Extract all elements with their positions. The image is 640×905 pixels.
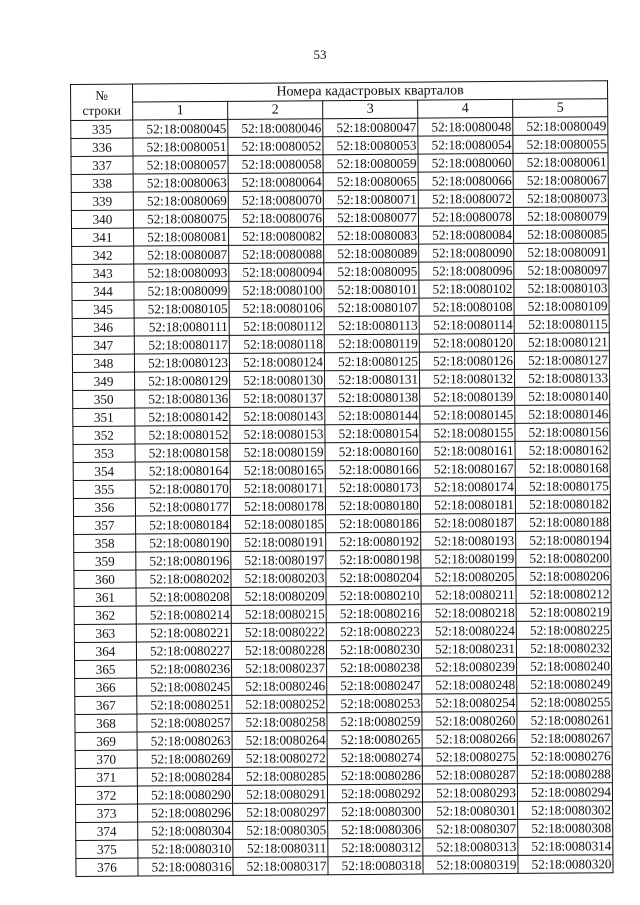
cadastral-number-cell: 52:18:0080167 (420, 459, 515, 478)
cadastral-number-cell: 52:18:0080078 (418, 207, 513, 226)
cadastral-number-cell: 52:18:0080182 (515, 495, 610, 514)
row-number-cell: 370 (75, 750, 137, 768)
cadastral-table (70, 80, 614, 877)
cadastral-number-cell: 52:18:0080160 (325, 442, 420, 461)
cadastral-number-cell: 52:18:0080198 (326, 550, 421, 569)
cadastral-number-cell: 52:18:0080124 (229, 353, 324, 372)
cadastral-number-cell: 52:18:0080212 (516, 585, 611, 604)
cadastral-number-cell: 52:18:0080184 (136, 515, 231, 534)
cadastral-number-cell: 52:18:0080178 (230, 497, 325, 516)
cadastral-number-cell: 52:18:0080296 (138, 803, 233, 822)
cadastral-number-cell: 52:18:0080114 (419, 315, 514, 334)
cadastral-number-cell: 52:18:0080206 (516, 567, 611, 586)
cadastral-number-cell: 52:18:0080227 (136, 641, 231, 660)
cadastral-number-cell: 52:18:0080057 (133, 155, 228, 174)
cadastral-number-cell: 52:18:0080063 (133, 173, 228, 192)
cadastral-number-cell: 52:18:0080120 (419, 333, 514, 352)
cadastral-number-cell: 52:18:0080209 (231, 587, 326, 606)
cadastral-number-cell: 52:18:0080117 (134, 335, 229, 354)
cadastral-number-cell: 52:18:0080231 (421, 639, 516, 658)
cadastral-number-cell: 52:18:0080199 (421, 549, 516, 568)
cadastral-number-cell: 52:18:0080255 (517, 693, 612, 712)
cadastral-number-cell: 52:18:0080211 (421, 585, 516, 604)
cadastral-number-cell: 52:18:0080196 (136, 551, 231, 570)
cadastral-number-cell: 52:18:0080225 (516, 621, 611, 640)
cadastral-number-cell: 52:18:0080094 (229, 263, 324, 282)
cadastral-number-cell: 52:18:0080076 (228, 209, 323, 228)
cadastral-number-cell: 52:18:0080216 (326, 604, 421, 623)
cadastral-number-cell: 52:18:0080113 (324, 316, 419, 335)
row-number-cell: 354 (73, 462, 135, 480)
row-number-cell: 362 (74, 606, 136, 624)
cadastral-number-cell: 52:18:0080064 (228, 173, 323, 192)
cadastral-number-cell: 52:18:0080136 (135, 389, 230, 408)
cadastral-number-cell: 52:18:0080304 (138, 821, 233, 840)
cadastral-number-cell: 52:18:0080247 (327, 676, 422, 695)
cadastral-number-cell: 52:18:0080137 (230, 389, 325, 408)
cadastral-number-cell: 52:18:0080046 (228, 119, 323, 138)
cadastral-number-cell: 52:18:0080204 (326, 568, 421, 587)
cadastral-number-cell: 52:18:0080224 (421, 621, 516, 640)
cadastral-number-cell: 52:18:0080045 (133, 119, 228, 138)
column-header: 4 (418, 99, 513, 118)
cadastral-number-cell: 52:18:0080266 (422, 729, 517, 748)
cadastral-number-cell: 52:18:0080082 (229, 227, 324, 246)
cadastral-number-cell: 52:18:0080218 (421, 603, 516, 622)
cadastral-number-cell: 52:18:0080307 (423, 819, 518, 838)
row-number-cell: 369 (75, 732, 137, 750)
cadastral-number-cell: 52:18:0080156 (515, 423, 610, 442)
table-body (71, 117, 613, 877)
cadastral-number-cell: 52:18:0080049 (513, 117, 608, 136)
cadastral-number-cell: 52:18:0080071 (323, 190, 418, 209)
cadastral-number-cell: 52:18:0080084 (419, 225, 514, 244)
cadastral-number-cell: 52:18:0080119 (324, 334, 419, 353)
cadastral-number-cell: 52:18:0080139 (420, 387, 515, 406)
cadastral-number-cell: 52:18:0080170 (135, 479, 230, 498)
cadastral-number-cell: 52:18:0080272 (232, 749, 327, 768)
row-number-cell: 342 (72, 246, 134, 264)
cadastral-number-cell: 52:18:0080153 (230, 425, 325, 444)
cadastral-number-cell: 52:18:0080087 (134, 245, 229, 264)
cadastral-number-cell: 52:18:0080297 (233, 803, 328, 822)
cadastral-number-cell: 52:18:0080181 (420, 495, 515, 514)
cadastral-number-cell: 52:18:0080293 (422, 783, 517, 802)
cadastral-number-cell: 52:18:0080300 (328, 802, 423, 821)
cadastral-number-cell: 52:18:0080302 (518, 801, 613, 820)
cadastral-number-cell: 52:18:0080054 (418, 135, 513, 154)
row-number-cell: 376 (76, 858, 138, 876)
cadastral-number-cell: 52:18:0080090 (419, 243, 514, 262)
cadastral-number-cell: 52:18:0080101 (324, 280, 419, 299)
row-number-cell: 346 (72, 318, 134, 336)
cadastral-number-cell: 52:18:0080305 (233, 821, 328, 840)
cadastral-number-cell: 52:18:0080261 (517, 711, 612, 730)
cadastral-number-cell: 52:18:0080263 (137, 731, 232, 750)
row-number-cell: 335 (71, 120, 133, 138)
cadastral-number-cell: 52:18:0080191 (231, 533, 326, 552)
cadastral-number-cell: 52:18:0080067 (513, 171, 608, 190)
cadastral-number-cell: 52:18:0080221 (136, 623, 231, 642)
cadastral-number-cell: 52:18:0080118 (229, 335, 324, 354)
cadastral-number-cell: 52:18:0080047 (323, 118, 418, 137)
row-number-cell: 355 (73, 480, 135, 498)
cadastral-number-cell: 52:18:0080146 (515, 405, 610, 424)
cadastral-number-cell: 52:18:0080252 (232, 695, 327, 714)
row-number-cell: 356 (73, 498, 135, 516)
cadastral-number-cell: 52:18:0080108 (419, 297, 514, 316)
cadastral-number-cell: 52:18:0080308 (518, 819, 613, 838)
cadastral-number-cell: 52:18:0080251 (137, 695, 232, 714)
cadastral-number-cell: 52:18:0080109 (514, 297, 609, 316)
row-number-cell: 358 (74, 534, 136, 552)
cadastral-number-cell: 52:18:0080174 (420, 477, 515, 496)
cadastral-number-cell: 52:18:0080264 (232, 731, 327, 750)
quarters-group-header: Номера кадастровых кварталов (133, 81, 608, 102)
cadastral-number-cell: 52:18:0080284 (137, 767, 232, 786)
cadastral-number-cell: 52:18:0080130 (230, 371, 325, 390)
cadastral-number-cell: 52:18:0080079 (513, 207, 608, 226)
cadastral-number-cell: 52:18:0080059 (323, 154, 418, 173)
cadastral-number-cell: 52:18:0080152 (135, 425, 230, 444)
cadastral-number-cell: 52:18:0080190 (136, 533, 231, 552)
row-number-cell: 353 (73, 444, 135, 462)
cadastral-number-cell: 52:18:0080069 (133, 191, 228, 210)
cadastral-number-cell: 52:18:0080091 (514, 243, 609, 262)
cadastral-number-cell: 52:18:0080238 (327, 658, 422, 677)
cadastral-number-cell: 52:18:0080292 (327, 784, 422, 803)
cadastral-number-cell: 52:18:0080075 (133, 209, 228, 228)
cadastral-number-cell: 52:18:0080236 (137, 659, 232, 678)
cadastral-number-cell: 52:18:0080093 (134, 263, 229, 282)
column-header: 1 (133, 101, 228, 120)
cadastral-number-cell: 52:18:0080313 (423, 837, 518, 856)
cadastral-number-cell: 52:18:0080223 (326, 622, 421, 641)
cadastral-number-cell: 52:18:0080097 (514, 261, 609, 280)
row-number-cell: 375 (76, 840, 138, 858)
cadastral-number-cell: 52:18:0080165 (230, 461, 325, 480)
cadastral-number-cell: 52:18:0080111 (134, 317, 229, 336)
cadastral-number-cell: 52:18:0080096 (419, 261, 514, 280)
row-number-cell: 351 (73, 408, 135, 426)
row-number-cell: 357 (74, 516, 136, 534)
row-number-cell: 344 (72, 282, 134, 300)
cadastral-number-cell: 52:18:0080265 (327, 730, 422, 749)
row-number-cell: 359 (74, 552, 136, 570)
cadastral-number-cell: 52:18:0080192 (326, 532, 421, 551)
cadastral-number-cell: 52:18:0080121 (514, 333, 609, 352)
cadastral-number-cell: 52:18:0080286 (327, 766, 422, 785)
cadastral-number-cell: 52:18:0080123 (134, 353, 229, 372)
cadastral-number-cell: 52:18:0080222 (231, 623, 326, 642)
row-number-header-word: строки (82, 102, 121, 118)
cadastral-number-cell: 52:18:0080155 (420, 423, 515, 442)
row-number-cell: 361 (74, 588, 136, 606)
cadastral-number-cell: 52:18:0080162 (515, 441, 610, 460)
cadastral-number-cell: 52:18:0080239 (422, 657, 517, 676)
cadastral-number-cell: 52:18:0080095 (324, 262, 419, 281)
cadastral-number-cell: 52:18:0080081 (134, 227, 229, 246)
cadastral-number-cell: 52:18:0080107 (324, 298, 419, 317)
row-number-cell: 374 (76, 822, 138, 840)
cadastral-number-cell: 52:18:0080115 (514, 315, 609, 334)
cadastral-number-cell: 52:18:0080177 (135, 497, 230, 516)
cadastral-number-cell: 52:18:0080112 (229, 317, 324, 336)
cadastral-number-cell: 52:18:0080214 (136, 605, 231, 624)
cadastral-number-cell: 52:18:0080197 (231, 551, 326, 570)
cadastral-number-cell: 52:18:0080194 (516, 531, 611, 550)
cadastral-number-cell: 52:18:0080237 (232, 659, 327, 678)
cadastral-number-cell: 52:18:0080248 (422, 675, 517, 694)
cadastral-number-cell: 52:18:0080048 (418, 117, 513, 136)
row-number-cell: 339 (71, 192, 133, 210)
cadastral-number-cell: 52:18:0080215 (231, 605, 326, 624)
cadastral-number-cell: 52:18:0080144 (325, 406, 420, 425)
cadastral-number-cell: 52:18:0080072 (418, 189, 513, 208)
cadastral-number-cell: 52:18:0080065 (323, 172, 418, 191)
cadastral-number-cell: 52:18:0080168 (515, 459, 610, 478)
page-number: 53 (313, 47, 327, 62)
cadastral-number-cell: 52:18:0080187 (421, 513, 516, 532)
row-number-cell: 365 (75, 660, 137, 678)
cadastral-number-cell: 52:18:0080105 (134, 299, 229, 318)
cadastral-number-cell: 52:18:0080070 (228, 191, 323, 210)
cadastral-number-cell: 52:18:0080193 (421, 531, 516, 550)
row-number-cell: 367 (75, 696, 137, 714)
cadastral-number-cell: 52:18:0080083 (324, 226, 419, 245)
cadastral-number-cell: 52:18:0080100 (229, 281, 324, 300)
cadastral-number-cell: 52:18:0080311 (233, 839, 328, 858)
cadastral-number-cell: 52:18:0080133 (515, 369, 610, 388)
cadastral-number-cell: 52:18:0080140 (515, 387, 610, 406)
row-number-cell: 347 (72, 336, 134, 354)
row-number-cell: 338 (71, 174, 133, 192)
cadastral-number-cell: 52:18:0080132 (420, 369, 515, 388)
cadastral-number-cell: 52:18:0080285 (232, 767, 327, 786)
cadastral-number-cell: 52:18:0080310 (138, 839, 233, 858)
cadastral-number-cell: 52:18:0080166 (325, 460, 420, 479)
row-number-cell: 349 (73, 372, 135, 390)
row-number-cell: 340 (71, 210, 133, 228)
cadastral-number-cell: 52:18:0080180 (325, 496, 420, 515)
row-number-cell: 341 (72, 228, 134, 246)
cadastral-number-cell: 52:18:0080089 (324, 244, 419, 263)
cadastral-number-cell: 52:18:0080274 (327, 748, 422, 767)
cadastral-number-cell: 52:18:0080240 (517, 657, 612, 676)
cadastral-number-cell: 52:18:0080066 (418, 171, 513, 190)
cadastral-number-cell: 52:18:0080301 (423, 801, 518, 820)
cadastral-number-cell: 52:18:0080085 (513, 225, 608, 244)
cadastral-number-cell: 52:18:0080205 (421, 567, 516, 586)
cadastral-number-cell: 52:18:0080317 (233, 857, 328, 876)
cadastral-number-cell: 52:18:0080232 (516, 639, 611, 658)
cadastral-number-cell: 52:18:0080053 (323, 136, 418, 155)
cadastral-number-cell: 52:18:0080143 (230, 407, 325, 426)
cadastral-number-cell: 52:18:0080159 (230, 443, 325, 462)
cadastral-number-cell: 52:18:0080175 (515, 477, 610, 496)
cadastral-number-cell: 52:18:0080249 (517, 675, 612, 694)
cadastral-number-cell: 52:18:0080294 (517, 783, 612, 802)
cadastral-number-cell: 52:18:0080106 (229, 299, 324, 318)
row-number-cell: 363 (74, 624, 136, 642)
cadastral-number-cell: 52:18:0080131 (325, 370, 420, 389)
table-row (76, 855, 613, 877)
cadastral-number-cell: 52:18:0080276 (517, 747, 612, 766)
cadastral-number-cell: 52:18:0080200 (516, 549, 611, 568)
row-number-cell: 360 (74, 570, 136, 588)
column-header: 3 (323, 100, 418, 119)
cadastral-number-cell: 52:18:0080258 (232, 713, 327, 732)
cadastral-number-cell: 52:18:0080246 (232, 677, 327, 696)
cadastral-number-cell: 52:18:0080290 (137, 785, 232, 804)
cadastral-number-cell: 52:18:0080129 (135, 371, 230, 390)
row-number-cell: 366 (75, 678, 137, 696)
cadastral-number-cell: 52:18:0080138 (325, 388, 420, 407)
row-number-header (71, 84, 133, 120)
cadastral-number-cell: 52:18:0080314 (518, 837, 613, 856)
cadastral-number-cell: 52:18:0080219 (516, 603, 611, 622)
cadastral-number-cell: 52:18:0080291 (232, 785, 327, 804)
row-number-cell: 372 (75, 786, 137, 804)
row-number-cell: 368 (75, 714, 137, 732)
cadastral-number-cell: 52:18:0080320 (518, 855, 613, 874)
cadastral-number-cell: 52:18:0080288 (517, 765, 612, 784)
cadastral-number-cell: 52:18:0080142 (135, 407, 230, 426)
cadastral-number-cell: 52:18:0080058 (228, 155, 323, 174)
cadastral-number-cell: 52:18:0080073 (513, 189, 608, 208)
row-number-cell: 336 (71, 138, 133, 156)
cadastral-number-cell: 52:18:0080260 (422, 711, 517, 730)
cadastral-number-cell: 52:18:0080173 (325, 478, 420, 497)
row-number-cell: 345 (72, 300, 134, 318)
cadastral-number-cell: 52:18:0080267 (517, 729, 612, 748)
row-number-cell: 352 (73, 426, 135, 444)
cadastral-number-cell: 52:18:0080061 (513, 153, 608, 172)
cadastral-number-cell: 52:18:0080245 (137, 677, 232, 696)
cadastral-number-cell: 52:18:0080316 (138, 857, 233, 876)
cadastral-number-cell: 52:18:0080161 (420, 441, 515, 460)
cadastral-number-cell: 52:18:0080158 (135, 443, 230, 462)
cadastral-number-cell: 52:18:0080060 (418, 153, 513, 172)
cadastral-number-cell: 52:18:0080126 (419, 351, 514, 370)
row-number-cell: 364 (74, 642, 136, 660)
cadastral-number-cell: 52:18:0080208 (136, 587, 231, 606)
cadastral-number-cell: 52:18:0080253 (327, 694, 422, 713)
cadastral-number-cell: 52:18:0080051 (133, 137, 228, 156)
cadastral-number-cell: 52:18:0080254 (422, 693, 517, 712)
cadastral-number-cell: 52:18:0080185 (231, 515, 326, 534)
cadastral-number-cell: 52:18:0080103 (514, 279, 609, 298)
cadastral-number-cell: 52:18:0080164 (135, 461, 230, 480)
column-header: 2 (228, 101, 323, 120)
cadastral-number-cell: 52:18:0080145 (420, 405, 515, 424)
cadastral-number-cell: 52:18:0080055 (513, 135, 608, 154)
cadastral-number-cell: 52:18:0080306 (328, 820, 423, 839)
cadastral-number-cell: 52:18:0080257 (137, 713, 232, 732)
cadastral-number-cell: 52:18:0080202 (136, 569, 231, 588)
cadastral-number-cell: 52:18:0080319 (423, 855, 518, 874)
cadastral-number-cell: 52:18:0080210 (326, 586, 421, 605)
cadastral-number-cell: 52:18:0080077 (323, 208, 418, 227)
cadastral-number-cell: 52:18:0080102 (419, 279, 514, 298)
cadastral-number-cell: 52:18:0080171 (230, 479, 325, 498)
cadastral-number-cell: 52:18:0080154 (325, 424, 420, 443)
column-header: 5 (513, 99, 608, 118)
row-number-cell: 343 (72, 264, 134, 282)
row-number-cell: 350 (73, 390, 135, 408)
row-number-cell: 337 (71, 156, 133, 174)
cadastral-number-cell: 52:18:0080287 (422, 765, 517, 784)
cadastral-number-cell: 52:18:0080186 (326, 514, 421, 533)
row-number-cell: 373 (76, 804, 138, 822)
cadastral-number-cell: 52:18:0080230 (326, 640, 421, 659)
cadastral-number-cell: 52:18:0080312 (328, 838, 423, 857)
cadastral-number-cell: 52:18:0080088 (229, 245, 324, 264)
cadastral-number-cell: 52:18:0080203 (231, 569, 326, 588)
cadastral-number-cell: 52:18:0080188 (516, 513, 611, 532)
cadastral-number-cell: 52:18:0080228 (231, 641, 326, 660)
cadastral-number-cell: 52:18:0080125 (324, 352, 419, 371)
cadastral-number-cell: 52:18:0080052 (228, 137, 323, 156)
cadastral-number-cell: 52:18:0080127 (514, 351, 609, 370)
cadastral-number-cell: 52:18:0080275 (422, 747, 517, 766)
row-number-header-symbol: № (95, 87, 108, 103)
cadastral-number-cell: 52:18:0080259 (327, 712, 422, 731)
cadastral-number-cell: 52:18:0080318 (328, 856, 423, 875)
cadastral-number-cell: 52:18:0080269 (137, 749, 232, 768)
cadastral-number-cell: 52:18:0080099 (134, 281, 229, 300)
row-number-cell: 348 (72, 354, 134, 372)
row-number-cell: 371 (75, 768, 137, 786)
